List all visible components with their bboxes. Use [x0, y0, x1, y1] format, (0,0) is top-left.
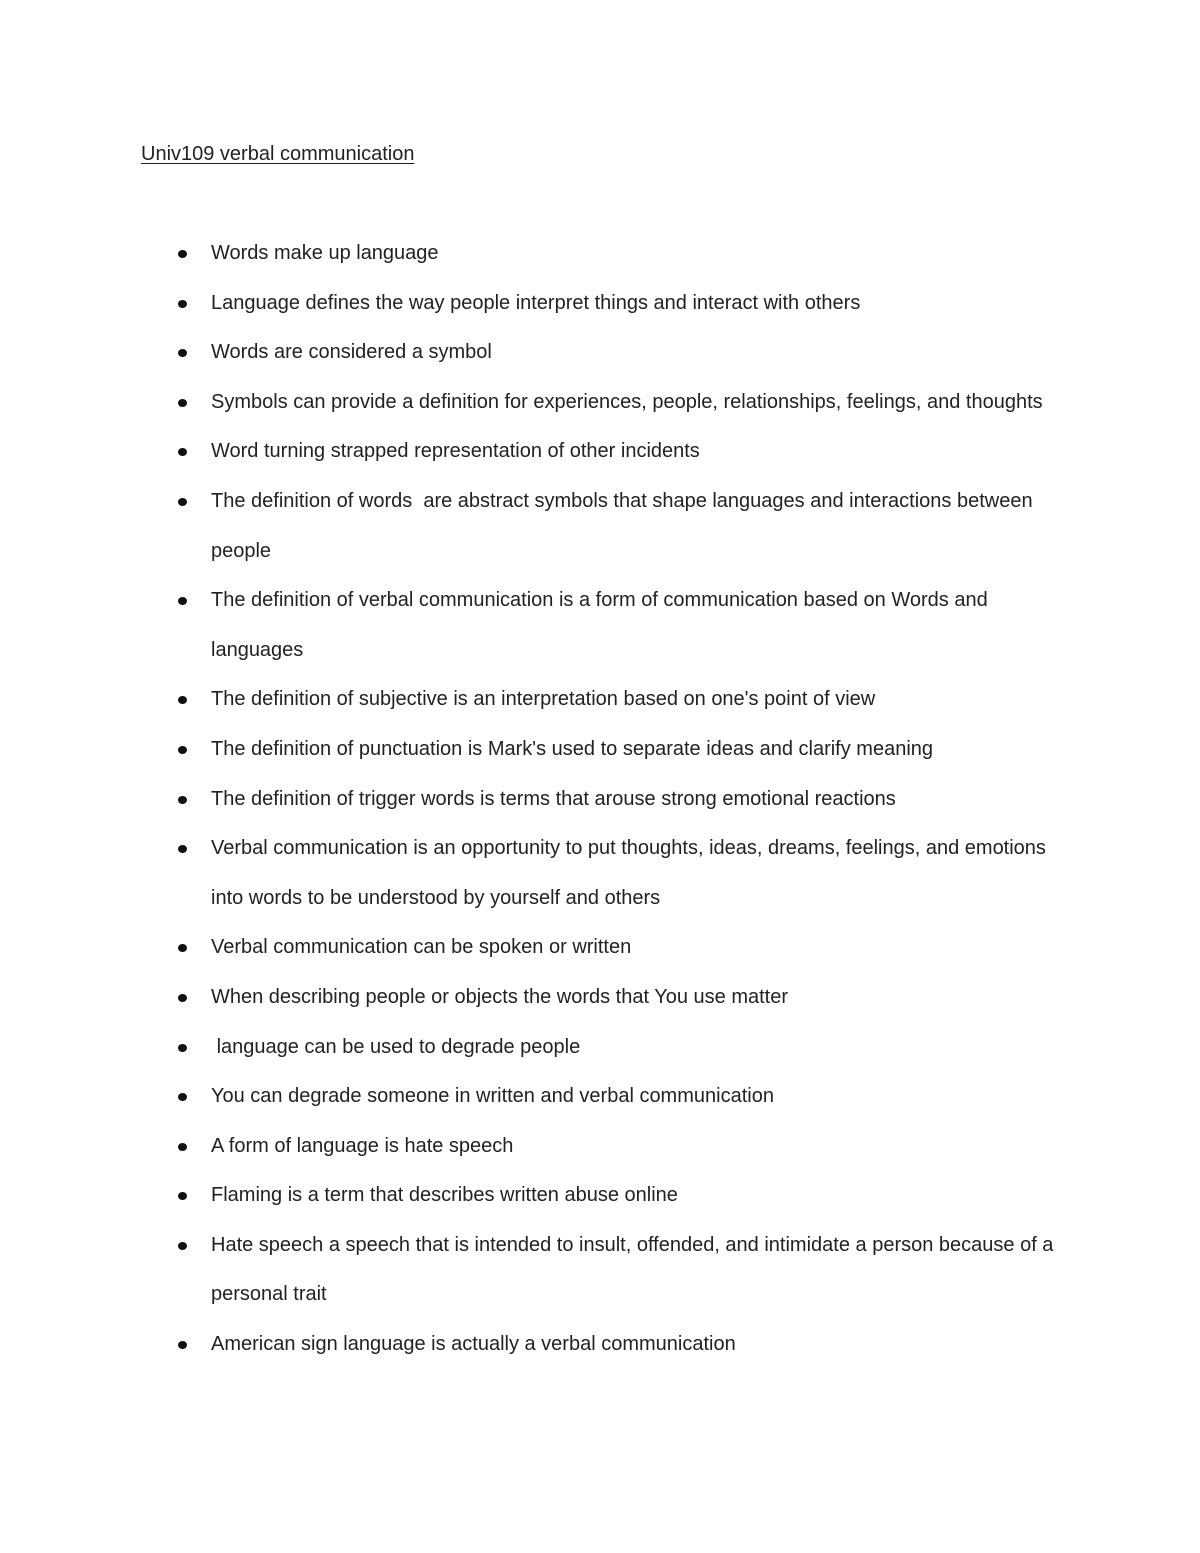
- bullet-item: [0, 1320, 1071, 1370]
- bullet-text: Language defines the way people interpret things and interact with others: [211, 291, 861, 314]
- bullet-item: [0, 1072, 1071, 1122]
- bullet-dot-icon: [178, 300, 187, 308]
- bullet-dot-icon: [178, 845, 187, 853]
- bullet-text: You can degrade someone in written and verbal communication: [211, 1085, 774, 1108]
- bullet-item: [0, 725, 1071, 775]
- bullet-dot-icon: [178, 1242, 187, 1250]
- bullet-dot-icon: [178, 994, 187, 1002]
- bullet-text: A form of language is hate speech: [211, 1134, 514, 1157]
- bullet-text: The definition of punctuation is Mark's used to separate ideas and clarify meaning: [211, 737, 934, 760]
- bullet-text: The definition of verbal communication is a form of communication based on Words and languages: [211, 589, 994, 661]
- bullet-item: [0, 1171, 1071, 1221]
- bullet-dot-icon: [178, 349, 187, 357]
- bullet-text: American sign language is actually a verbal communication: [211, 1333, 736, 1356]
- bullet-item: [0, 427, 1071, 477]
- bullet-text: Words make up language: [211, 242, 439, 264]
- document-title: Univ109 verbal communication: [141, 143, 415, 165]
- bullet-dot-icon: [178, 1143, 187, 1151]
- bullet-item: [0, 1221, 1071, 1320]
- bullet-text: Hate speech a speech that is intended to insult, offended, and intimidate a person because of a personal trait: [211, 1233, 1059, 1306]
- bullet-item: [0, 576, 1071, 675]
- bullet-item: [0, 824, 1071, 923]
- bullet-dot-icon: [178, 746, 187, 754]
- bullet-dot-icon: [178, 498, 187, 506]
- bullet-dot-icon: [178, 250, 187, 258]
- bullet-dot-icon: [178, 1192, 187, 1200]
- bullet-item: [0, 279, 1071, 329]
- bullet-text: Flaming is a term that describes written abuse online: [211, 1184, 678, 1207]
- bullet-item: [0, 229, 1071, 279]
- bullet-dot-icon: [178, 1044, 187, 1052]
- bullet-item: [0, 675, 1071, 725]
- bullet-item: [0, 775, 1071, 825]
- bullet-text: The definition of trigger words is terms that arouse strong emotional reactions: [211, 787, 896, 810]
- bullet-text: Symbols can provide a definition for experiences, people, relationships, feelings, and thoughts: [211, 390, 1043, 413]
- bullet-dot-icon: [178, 448, 187, 456]
- bullet-list: [0, 229, 1200, 1370]
- bullet-text: The definition of subjective is an interpretation based on one's point of view: [211, 688, 876, 711]
- bullet-item: [0, 1023, 1071, 1073]
- bullet-dot-icon: [178, 696, 187, 704]
- bullet-text: Word turning strapped representation of other incidents: [211, 440, 700, 463]
- bullet-text: Words are considered a symbol: [211, 341, 492, 364]
- bullet-dot-icon: [178, 796, 187, 804]
- bullet-text: language can be used to degrade people: [211, 1035, 581, 1058]
- bullet-dot-icon: [178, 399, 187, 407]
- bullet-dot-icon: [178, 1093, 187, 1101]
- bullet-text: The definition of words are abstract symbols that shape languages and interactions between people: [211, 489, 1039, 562]
- bullet-dot-icon: [178, 597, 187, 605]
- bullet-item: [0, 1122, 1071, 1172]
- bullet-text: When describing people or objects the words that You use matter: [211, 985, 789, 1008]
- bullet-item: [0, 973, 1071, 1023]
- bullet-item: [0, 328, 1071, 378]
- bullet-item: [0, 923, 1071, 973]
- bullet-item: [0, 378, 1071, 428]
- bullet-item: [0, 477, 1071, 576]
- bullet-dot-icon: [178, 944, 187, 952]
- bullet-text: Verbal communication can be spoken or written: [211, 936, 632, 959]
- bullet-text: Verbal communication is an opportunity to put thoughts, ideas, dreams, feelings, and emotions into words to be understood by yourself and others: [211, 837, 1052, 909]
- bullet-dot-icon: [178, 1341, 187, 1349]
